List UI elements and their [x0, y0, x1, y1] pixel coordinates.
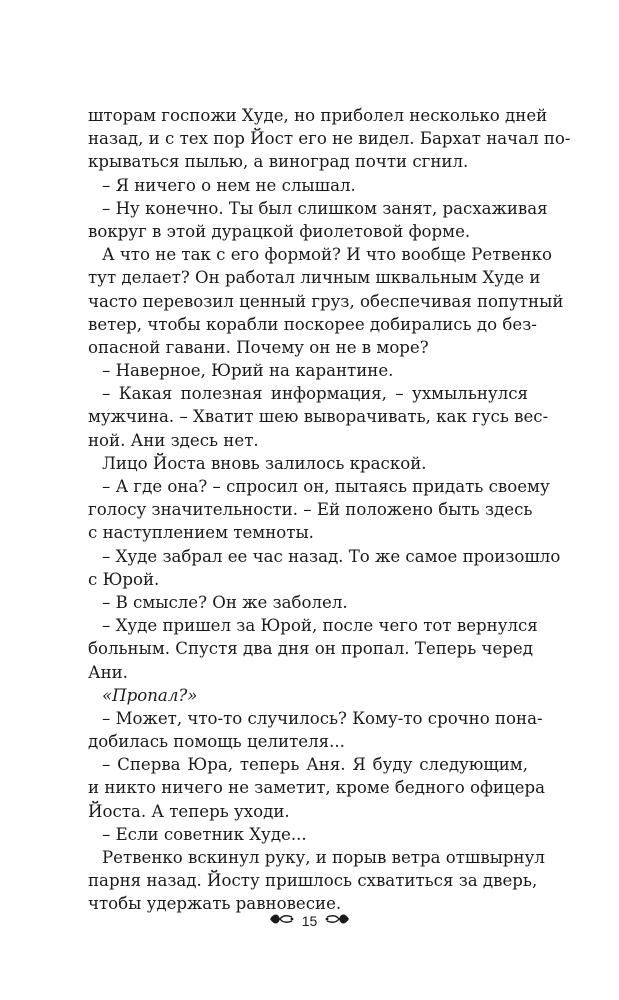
text-line: назад, и с тех пор Йост его не видел. Бархат начал по- — [88, 129, 571, 149]
text-line: больным. Спустя два дня он пропал. Теперь черед — [88, 639, 533, 659]
text-line: парня назад. Йосту пришлось схватиться за дверь, — [88, 871, 538, 891]
text-line: голосу значительности. – Ей положено быть здесь — [88, 500, 533, 520]
text-line: чтобы удержать равновесие. — [88, 894, 342, 914]
text-line: – Если советник Худе... — [102, 824, 307, 844]
page-number: 15 — [301, 913, 318, 930]
text-line: – Ну конечно. Ты был слишком занят, расхаживая — [102, 198, 548, 218]
text-line: – Может, что-то случилось? Кому-то срочно пона- — [102, 708, 543, 728]
text-line: – Худе забрал ее час назад. То же самое произошло — [102, 546, 561, 566]
text-line: крываться пылью, а виноград почти сгнил. — [88, 152, 469, 172]
text-line: Йоста. А теперь уходи. — [88, 801, 290, 821]
text-line: Лицо Йоста вновь залилось краской. — [102, 453, 427, 473]
text-line: – Наверное, Юрий на карантине. — [102, 361, 394, 381]
text-line: часто перевозил ценный груз, обеспечивая попутный — [88, 291, 564, 311]
text-line: и никто ничего не заметит, кроме бедного офицера — [88, 778, 546, 798]
ornament-left-icon — [268, 912, 294, 930]
text-line: Ретвенко вскинул руку, и порыв ветра отшвырнул — [102, 848, 545, 867]
text-line: с Юрой. — [88, 569, 160, 589]
text-line: опасной гавани. Почему он не в море? — [88, 337, 429, 357]
text-line: А что не так с его формой? И что вообще Ретвенко — [102, 245, 552, 265]
text-line: – Сперва Юра, теперь Аня. Я буду следующим, — [102, 755, 528, 775]
page-text — [88, 104, 571, 916]
text-line: с наступлением темноты. — [88, 523, 314, 543]
text-line: ветер, чтобы корабли поскорее добирались до без- — [88, 314, 537, 334]
text-line: тут делает? Он работал личным шквальным Худе и — [88, 268, 541, 288]
text-line: – А где она? – спросил он, пытаясь придать своему — [102, 477, 550, 496]
text-line: добилась помощь целителя... — [88, 732, 345, 752]
text-line: – Худе пришел за Юрой, после чего тот вернулся — [102, 616, 538, 636]
text-line: – Я ничего о нем не слышал. — [102, 175, 356, 195]
text-line: вокруг в этой дурацкой фиолетовой форме. — [88, 221, 471, 241]
text-line: – В смысле? Он же заболел. — [102, 592, 348, 612]
text-line: шторам госпожи Худе, но приболел несколько дней — [88, 106, 548, 125]
text-line: Ани. — [88, 662, 128, 682]
page-footer — [0, 912, 619, 930]
ornament-right-icon — [325, 912, 351, 930]
text-line: ной. Ани здесь нет. — [88, 430, 259, 450]
text-line: – Какая полезная информация, – ухмыльнулся — [102, 384, 528, 404]
text-line: мужчина. – Хватит шею выворачивать, как гусь вес- — [88, 407, 549, 427]
text-line: «Пропал?» — [102, 685, 198, 705]
